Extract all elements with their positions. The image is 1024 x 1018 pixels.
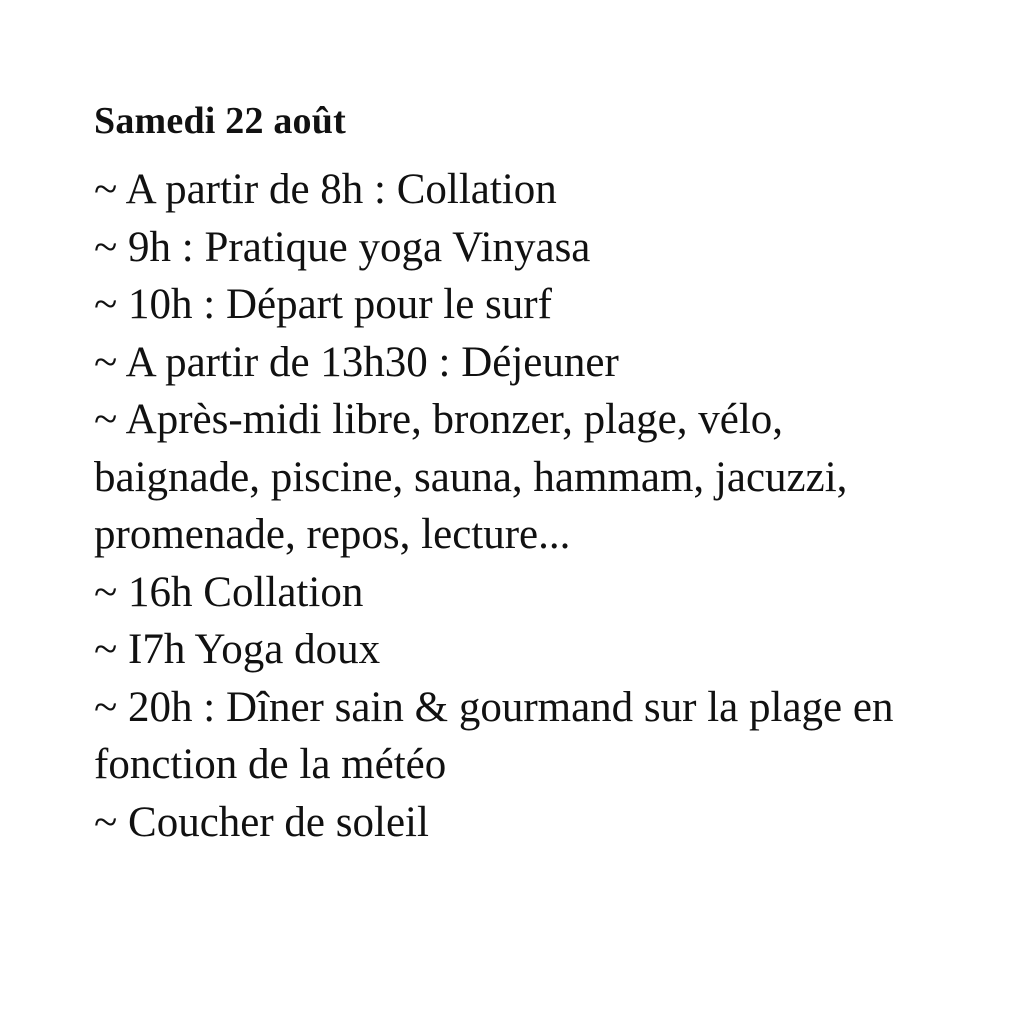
- schedule-item: ~ A partir de 8h : Collation: [94, 166, 557, 213]
- schedule-item: ~ I7h Yoga doux: [94, 626, 381, 673]
- schedule-item: ~ 20h : Dîner sain & gourmand sur la plage en fonction de la météo: [94, 683, 894, 788]
- schedule-document: [94, 95, 954, 851]
- schedule-item: ~ Après-midi libre, bronzer, plage, vélo, baignade, piscine, sauna, hammam, jacuzzi, promenade, repos, lecture...: [94, 396, 848, 558]
- schedule-list: [94, 161, 954, 851]
- schedule-item: ~ 9h : Pratique yoga Vinyasa: [94, 223, 591, 271]
- page-title: Samedi 22 août: [94, 100, 346, 142]
- schedule-item: ~ 16h Collation: [94, 568, 364, 616]
- schedule-item: ~ Coucher de soleil: [94, 798, 429, 846]
- schedule-item: ~ 10h : Départ pour le surf: [94, 281, 552, 328]
- schedule-item: ~ A partir de 13h30 : Déjeuner: [94, 338, 619, 386]
